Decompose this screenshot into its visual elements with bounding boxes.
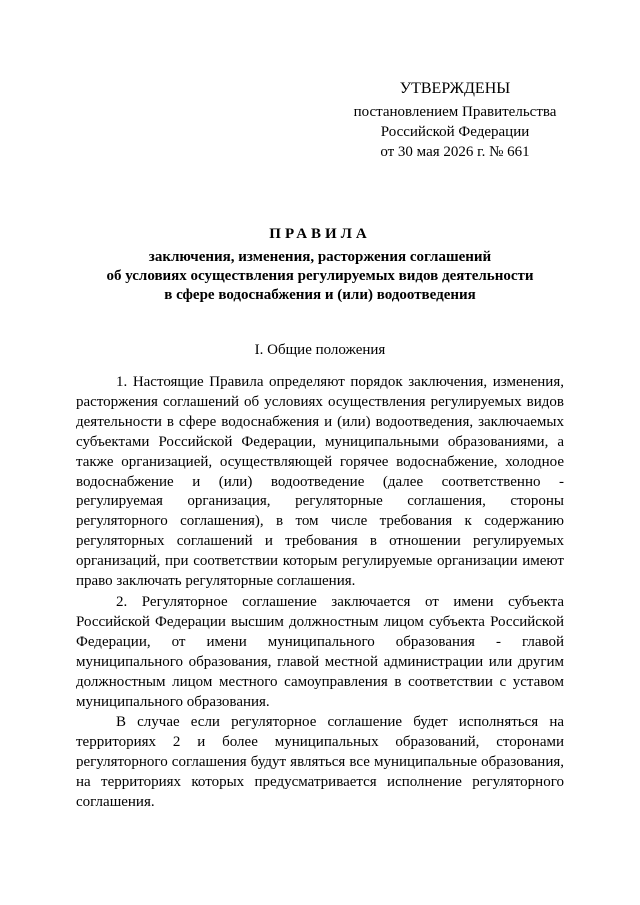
paragraph-1: 1. Настоящие Правила определяют порядок заключения, изменения, расторжения соглашений об условиях осуществления регулируемых видов деятельности в сфере водоснабжения и (или) водоотведения, заключаемых субъектами Российской Федерации, муниципальными образованиями, а также организацией, осуществляющей горячее водоснабжение, холодное водоснабжение и (или) водоотведение (далее соответственно - регулируемая организация, регуляторные соглашения, стороны регуляторного соглашения), в том числе требования к содержанию регуляторных соглашений и требования в отношении регулируемых организаций, при соответствии которым регулируемые организации имеют право заключать регуляторные соглашения.	[76, 374, 564, 590]
section-heading: I. Общие положения	[254, 342, 386, 358]
approval-line-2: Российской Федерации	[380, 124, 530, 140]
approval-line-1: постановлением Правительства	[353, 104, 557, 120]
document-subtitle	[60, 248, 580, 305]
paragraph-3: В случае если регуляторное соглашение будет исполняться на территориях 2 и более муниципальных образований, сторонами регуляторного соглашения будут являться все муниципальные образования, на территориях которых предусматривается исполнение регуляторного соглашения.	[76, 714, 564, 811]
document-body	[76, 373, 564, 814]
approval-line-3: от 30 мая 2026 г. № 661	[380, 144, 530, 160]
document-title: ПРАВИЛА	[269, 226, 371, 242]
approval-stamp	[330, 78, 580, 162]
approved-label: УТВЕРЖДЕНЫ	[399, 80, 511, 97]
subtitle-line-1: заключения, изменения, расторжения соглашений	[148, 249, 492, 265]
subtitle-line-3: в сфере водоснабжения и (или) водоотведения	[164, 287, 476, 303]
subtitle-line-2: об условиях осуществления регулируемых видов деятельности	[106, 268, 534, 284]
paragraph-2: 2. Регуляторное соглашение заключается от имени субъекта Российской Федерации высшим должностным лицом субъекта Российской Федерации, от имени муниципального образования - главой муниципального образования, главой местной администрации или другим должностным лицом местного самоуправления в соответствии с уставом муниципального образования.	[76, 593, 564, 710]
